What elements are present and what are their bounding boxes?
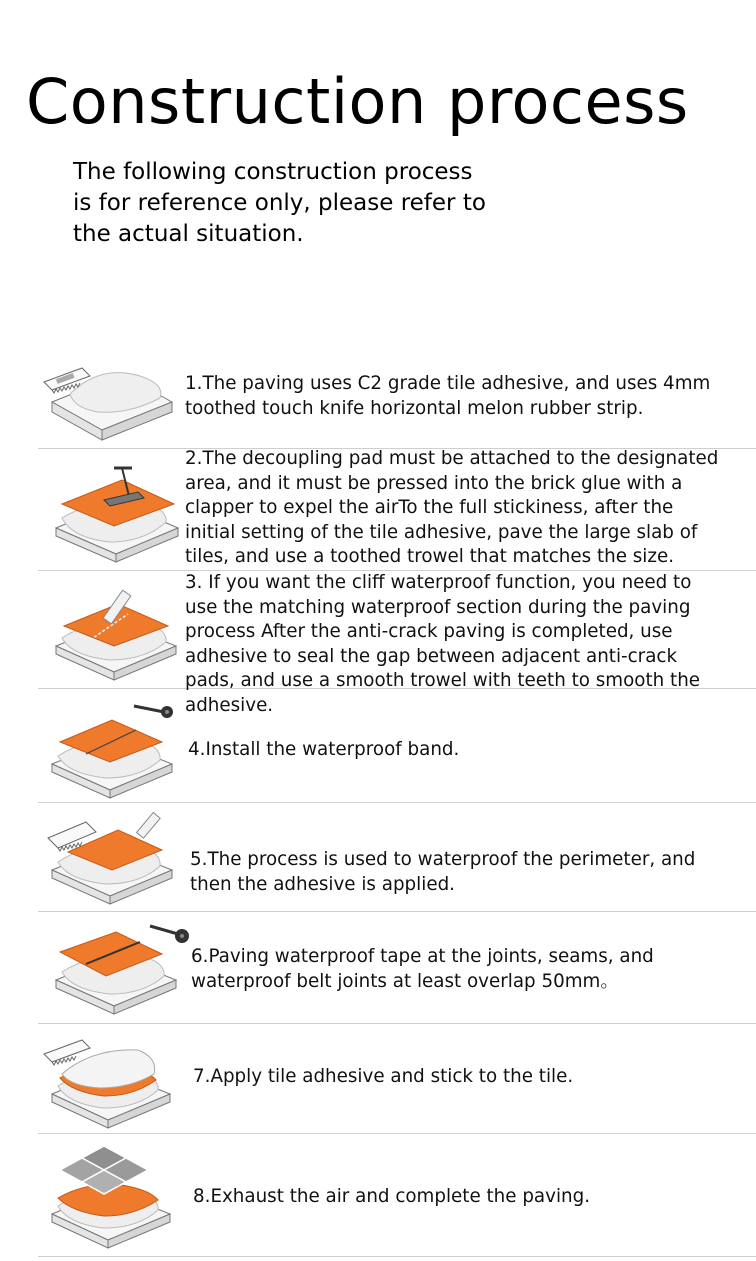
step-line: process After the anti-crack paving is completed, use xyxy=(185,621,673,643)
step-line: area, and it must be pressed into the brick glue with a xyxy=(185,472,683,494)
divider xyxy=(38,1023,756,1024)
divider xyxy=(38,802,756,803)
step-line: waterproof belt joints at least overlap 50mm。 xyxy=(191,970,619,992)
step-line: 2.The decoupling pad must be attached to the designated xyxy=(185,448,719,469)
step-line: 4.Install the waterproof band. xyxy=(188,739,460,760)
step-line: adhesive to seal the gap between adjacent anti-crack xyxy=(185,645,678,667)
step-line: initial setting of the tile adhesive, pave the large slab of xyxy=(185,521,698,543)
step-1-text xyxy=(185,372,710,421)
tiles-laid-icon xyxy=(42,1144,182,1254)
step-line: 1.The paving uses C2 grade tile adhesive, and uses 4mm xyxy=(185,373,711,394)
step-line: adhesive. xyxy=(185,694,274,716)
step-7-text xyxy=(193,1065,573,1090)
orange-pad-trowel-icon xyxy=(44,808,182,908)
step-line: pads, and use a smooth trowel with teeth to smooth the xyxy=(185,670,701,692)
board-with-trowel-icon xyxy=(40,354,180,446)
divider xyxy=(38,1256,756,1257)
step-line: toothed touch knife horizontal melon rubber strip. xyxy=(185,397,644,419)
step-line: 3. If you want the cliff waterproof function, you need to xyxy=(185,572,692,593)
step-line: 5.The process is used to waterproof the perimeter, and xyxy=(190,849,696,870)
step-5-text xyxy=(190,848,695,897)
subtitle-line: is for reference only, please refer to xyxy=(73,190,486,216)
orange-pad-clapper-icon xyxy=(48,462,188,566)
step-line: clapper to expel the airTo the full stickiness, after the xyxy=(185,497,674,519)
step-line: 7.Apply tile adhesive and stick to the tile. xyxy=(193,1066,574,1087)
orange-pad-tape-roller-icon xyxy=(50,918,192,1018)
step-line: tiles, and use a toothed trowel that matches the size. xyxy=(185,546,675,568)
subtitle-line: The following construction process xyxy=(73,159,473,185)
step-6-text xyxy=(191,945,654,994)
divider xyxy=(38,1133,756,1134)
subtitle xyxy=(73,157,543,250)
step-3-text xyxy=(185,571,700,719)
orange-pad-sealant-icon xyxy=(50,584,182,684)
step-line: then the adhesive is applied. xyxy=(190,873,455,895)
orange-pad-roller-icon xyxy=(46,702,182,800)
adhesive-trowel-icon xyxy=(42,1034,182,1132)
step-2-text xyxy=(185,447,718,570)
step-8-text xyxy=(193,1185,590,1210)
divider xyxy=(38,911,756,912)
step-4-text xyxy=(188,738,459,763)
step-line: use the matching waterproof section during the paving xyxy=(185,596,691,618)
step-line: 8.Exhaust the air and complete the paving. xyxy=(193,1186,591,1207)
step-line: 6.Paving waterproof tape at the joints, seams, and xyxy=(191,946,654,967)
subtitle-line: the actual situation. xyxy=(73,221,304,247)
page-title: Construction process xyxy=(26,65,689,138)
